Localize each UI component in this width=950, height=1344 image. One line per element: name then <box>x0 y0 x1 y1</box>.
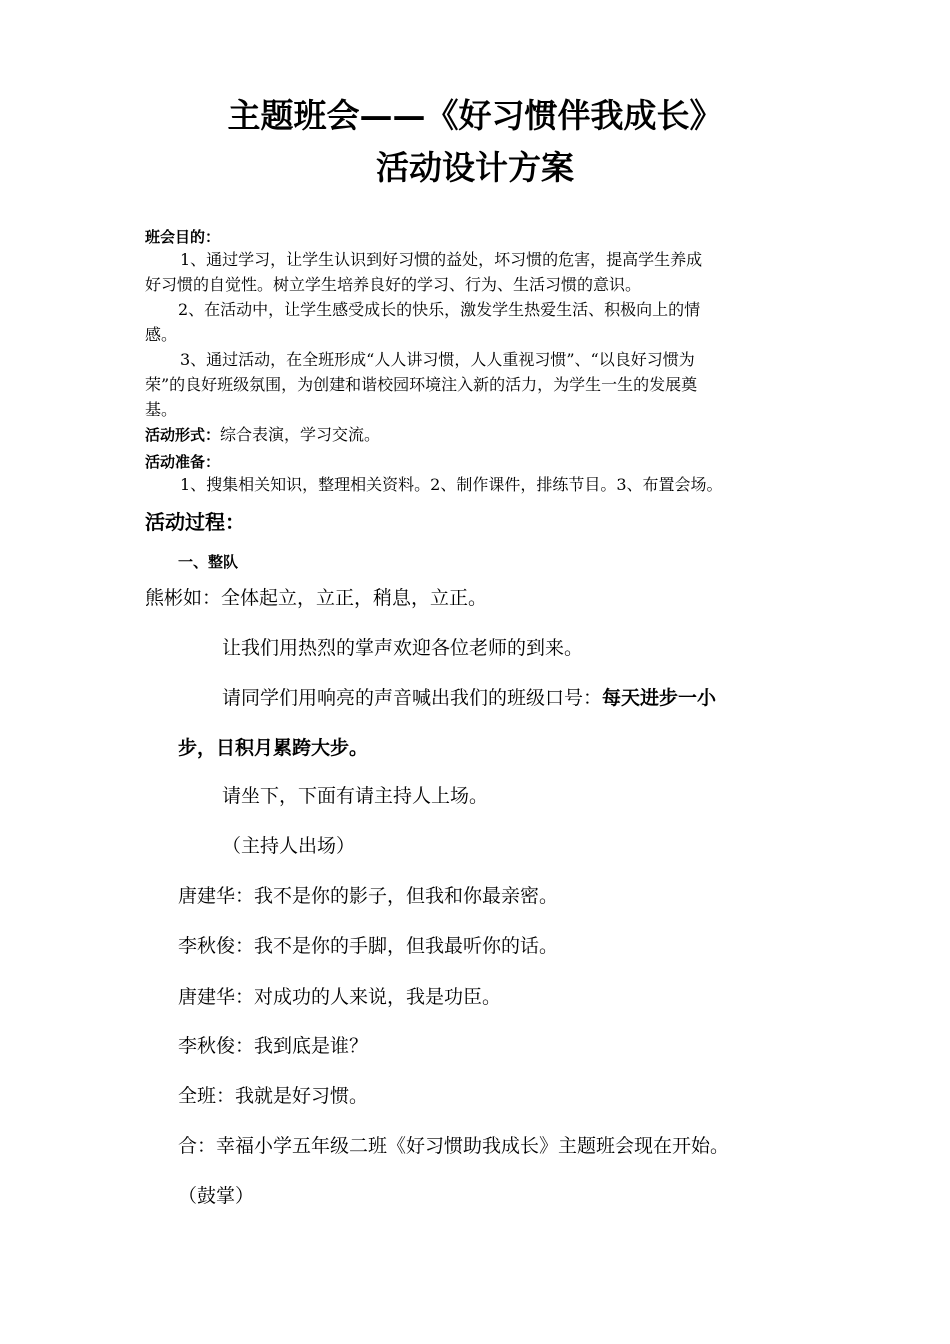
script-line-1: 熊彬如：全体起立，立正，稍息，立正。 <box>145 587 488 609</box>
goal-1-line-1: 1、通过学习，让学生认识到好习惯的益处，坏习惯的危害，提高学生养成 <box>180 250 703 269</box>
goal-1-line-2: 好习惯的自觉性。树立学生培养良好的学习、行为、生活习惯的意识。 <box>145 275 642 294</box>
script-line-12: 合：幸福小学五年级二班《好习惯助我成长》主题班会现在开始。 <box>178 1135 730 1157</box>
form-label: 活动形式： <box>145 426 221 444</box>
goal-label: 班会目的： <box>145 228 221 246</box>
doc-subtitle: 活动设计方案 <box>376 148 574 187</box>
prep-label: 活动准备： <box>145 453 221 471</box>
script-line-7: 唐建华：我不是你的影子，但我和你最亲密。 <box>178 885 559 907</box>
form-row <box>145 422 380 448</box>
script-line-3 <box>222 683 716 710</box>
slogan-part-1: 每天进步一小 <box>602 687 717 709</box>
script-line-5: 请坐下，下面有请主持人上场。 <box>222 785 489 807</box>
goal-3-line-3: 基。 <box>145 400 178 419</box>
slogan-intro: 请同学们用响亮的声音喊出我们的班级口号： <box>222 687 603 709</box>
goal-3-line-2: 荣”的良好班级氛围，为创建和谐校园环境注入新的活力，为学生一生的发展奠 <box>145 375 698 394</box>
goal-3-line-1: 3、通过活动，在全班形成“人人讲习惯，人人重视习惯”、“以良好习惯为 <box>180 350 695 369</box>
script-line-2: 让我们用热烈的掌声欢迎各位老师的到来。 <box>222 637 584 659</box>
step-1-heading: 一、整队 <box>178 553 239 571</box>
script-line-11: 全班：我就是好习惯。 <box>178 1085 369 1107</box>
script-line-8: 李秋俊：我不是你的手脚，但我最听你的话。 <box>178 935 559 957</box>
process-label: 活动过程： <box>145 510 245 534</box>
script-line-6: （主持人出场） <box>222 835 356 857</box>
script-line-10: 李秋俊：我到底是谁？ <box>178 1035 369 1057</box>
doc-title: 主题班会——《好习惯伴我成长》 <box>227 96 723 135</box>
goal-2-line-2: 感。 <box>145 325 178 344</box>
script-line-13: （鼓掌） <box>178 1185 255 1207</box>
goal-2-line-1: 2、在活动中，让学生感受成长的快乐，激发学生热爱生活、积极向上的情 <box>178 300 701 319</box>
slogan-part-2: 步，日积月累跨大步。 <box>178 737 369 759</box>
script-line-9: 唐建华：对成功的人来说，我是功臣。 <box>178 986 502 1008</box>
form-text: 综合表演，学习交流。 <box>220 425 381 444</box>
prep-text: 1、搜集相关知识，整理相关资料。2、制作课件，排练节目。3、布置会场。 <box>180 475 723 494</box>
